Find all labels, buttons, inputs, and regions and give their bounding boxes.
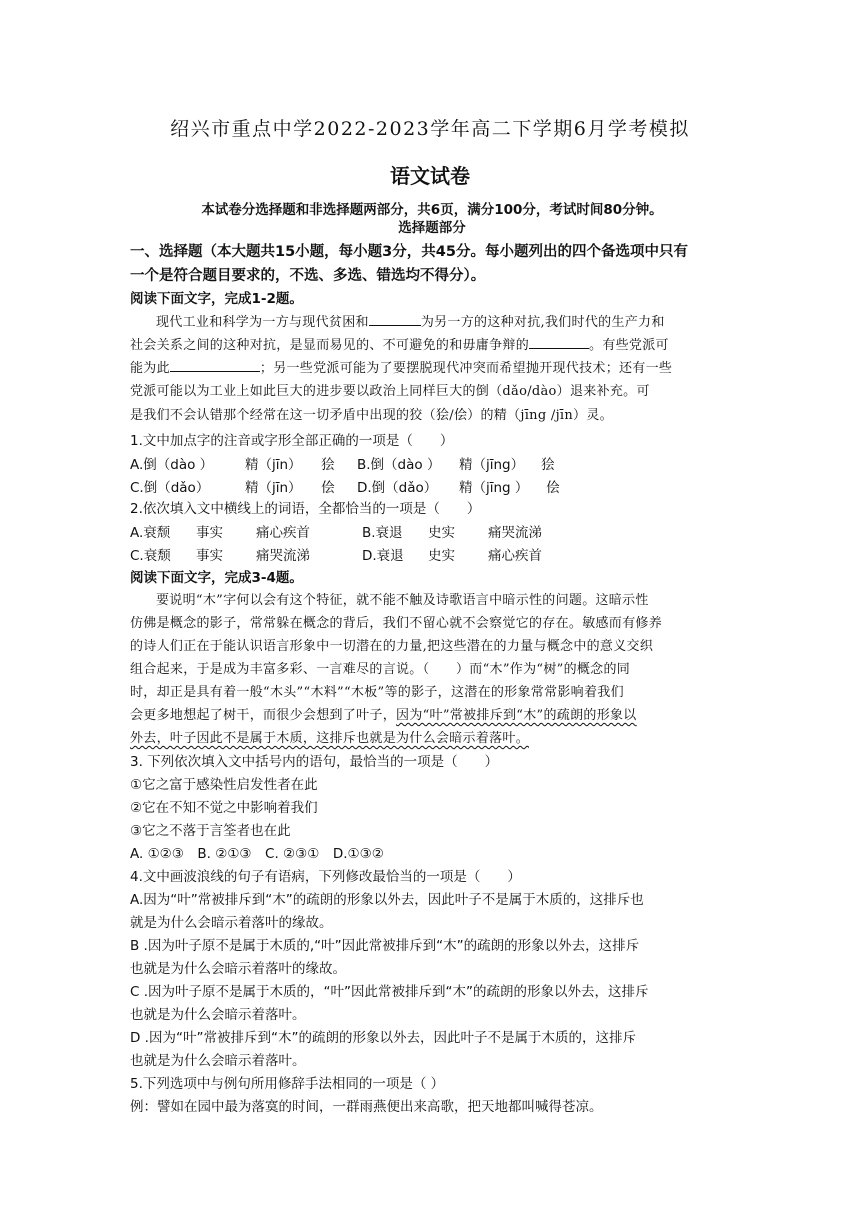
q4-option-d-line-2: 也就是为什么会暗示着落叶。 [130, 1053, 306, 1069]
passage-2-heading: 阅读下面文字，完成3-4题。 [130, 570, 303, 586]
passage-1-line-3-part-b: ；另一些党派可能为了要摆脱现代冲突而希望抛开现代技术；还有一些 [259, 361, 673, 376]
q1-option-c-char: 侩 [321, 480, 335, 496]
exam-title: 绍兴市重点中学2022-2023学年高二下学期6月学考模拟 [170, 118, 690, 140]
passage-1-line-1 [130, 311, 734, 334]
passage-2-line-6-plain: 会更多地想起了树干，而很少会想到了叶子， [130, 708, 397, 723]
q1-option-b-char: 狯 [541, 457, 555, 473]
passage-2-line-2: 仿佛是概念的影子，常常躲在概念的背后，我们不留心就不会察觉它的存在。敏感而有修养 [130, 616, 663, 631]
q4-option-b-line-2: 也就是为什么会暗示着落叶的缘故。 [130, 961, 346, 977]
wavy-underlined-sentence-part-1: 因为“叶”常被排斥到“木”的疏朗的形象以 [396, 708, 637, 723]
exam-note: 本试卷分选择题和非选择题两部分，共6页，满分100分，考试时间80分钟。 [201, 202, 663, 218]
q2-option-b-word-3: 痛哭流涕 [488, 525, 542, 541]
passage-1-line-2-part-b: 。有些党派可 [589, 338, 669, 353]
q4-option-a-line-2: 就是为什么会暗示着落叶的缘故。 [130, 915, 333, 931]
passage-1-line-4: 党派可能以为工业上如此巨大的进步要以政治上同样巨大的倒（dǎo/dào）退来补充。可 [130, 384, 650, 399]
passage-2-line-6 [130, 705, 734, 727]
q3-sentence-2: ②它在不知不觉之中影响着我们 [130, 800, 318, 816]
passage-2-line-3: 的诗人们正在于能认识语言形象中一切潜在的力量,把这些潜在的力量与概念中的意义交织 [130, 639, 654, 654]
q4-option-b-line-1: B .因为叶子原不是属于木质的,“叶”因此常被排斥到“木”的疏朗的形象以外去，这排斥 [130, 938, 640, 954]
q3-sentence-1: ①它之富于感染性启发性者在此 [130, 777, 318, 793]
q2-option-b-word-2: 史实 [428, 525, 455, 541]
q2-stem: 2.依次填入文中横线上的词语，全都恰当的一项是（ ） [130, 501, 481, 517]
q2-option-d-word-3: 痛心疾首 [488, 548, 542, 564]
q2-option-b-word-1: B.衰退 [362, 525, 403, 541]
fill-blank-2 [529, 334, 589, 349]
passage-2-line-1: 要说明“木”字何以会有这个特征，就不能不触及诗歌语言中暗示性的问题。这暗示性 [156, 593, 649, 608]
passage-2-line-4: 组合起来，于是成为丰富多彩、一言难尽的言说。（ ）而“木”作为“树”的概念的同 [130, 662, 631, 677]
passage-1-line-2 [130, 334, 734, 357]
q1-option-d-pinyin-1: D.倒（dǎo） [357, 480, 438, 496]
q4-option-a-line-1: A.因为“叶”常被排斥到“木”的疏朗的形象以外去，因此叶子不是属于木质的，这排斥也 [130, 892, 644, 908]
q3-sentence-3: ③它之不落于言筌者也在此 [130, 823, 291, 839]
q1-stem: 1.文中加点字的注音或字形全部正确的一项是（ ） [130, 433, 454, 449]
passage-1-heading: 阅读下面文字，完成1-2题。 [130, 291, 303, 307]
q1-option-c-pinyin-1: C.倒（dǎo） [130, 480, 210, 496]
q1-option-b-pinyin-2: 精（jīng） [459, 457, 525, 473]
q2-option-c-word-3: 痛哭流涕 [256, 548, 310, 564]
fill-blank-1 [369, 311, 421, 326]
q4-stem: 4.文中画波浪线的句子有语病，下列修改最恰当的一项是（ ） [130, 869, 521, 885]
q2-option-a-word-3: 痛心疾首 [256, 525, 310, 541]
q1-option-a-char: 狯 [321, 457, 335, 473]
q4-option-c-line-1: C .因为叶子原不是属于木质的，“叶”因此常被排斥到“木”的疏朗的形象以外去，这排斥 [130, 984, 649, 1000]
q3-stem: 3. 下列依次填入文中括号内的语句，最恰当的一项是（ ） [130, 754, 499, 770]
q2-option-c-word-1: C.衰颓 [130, 548, 171, 564]
passage-2-line-7 [130, 728, 734, 750]
section-heading-line-2: 一个是符合题目要求的，不选、多选、错选均不得分）。 [130, 268, 486, 284]
q5-stem: 5.下列选项中与例句所用修辞手法相同的一项是（ ） [130, 1076, 445, 1092]
q2-option-d-word-2: 史实 [428, 548, 455, 564]
q3-options: A. ①②③ B. ②①③ C. ②③① D.①③② [130, 846, 384, 862]
q1-option-a-pinyin-1: A.倒（dào ） [130, 457, 214, 473]
passage-1-line-1-part-a: 现代工业和科学为一方与现代贫困和 [156, 315, 369, 330]
passage-1-line-5: 是我们不会认错那个经常在这一切矛盾中出现的狡（狯/侩）的精（jīng /jīn）灵。 [130, 408, 613, 423]
passage-1-line-3-part-a: 能为此 [130, 361, 170, 376]
wavy-underlined-sentence-part-2: 外去，叶子因此不是属于木质，这排斥也就是为什么会暗示着落叶。 [130, 731, 530, 746]
part-label: 选择题部分 [398, 220, 466, 236]
q2-option-d-word-1: D.衰退 [362, 548, 404, 564]
q5-example: 例：譬如在园中最为落寞的时间，一群雨燕便出来高歌，把天地都叫喊得苍凉。 [130, 1099, 603, 1115]
passage-2-line-5: 时，却正是具有着一般“木头”“木料”“木板”等的影子，这潜在的形象常常影响着我们 [130, 685, 624, 700]
q1-option-a-pinyin-2: 精（jīn） [245, 457, 302, 473]
q1-option-d-pinyin-2: 精（jīng ） [459, 480, 529, 496]
passage-1-line-3 [130, 357, 734, 380]
q4-option-d-line-1: D .因为“叶”常被排斥到“木”的疏朗的形象以外去，因此叶子不是属于木质的，这排斥 [130, 1030, 636, 1046]
q2-option-a-word-1: A.衰颓 [130, 525, 171, 541]
q2-option-a-word-2: 事实 [196, 525, 223, 541]
exam-subtitle: 语文试卷 [390, 164, 470, 188]
q2-option-c-word-2: 事实 [196, 548, 223, 564]
q1-option-d-char: 侩 [546, 480, 560, 496]
q4-option-c-line-2: 也就是为什么会暗示着落叶。 [130, 1007, 306, 1023]
passage-1-line-1-part-b: 为另一方的这种对抗,我们时代的生产力和 [420, 315, 665, 330]
fill-blank-3 [170, 357, 260, 372]
q1-option-c-pinyin-2: 精（jīn） [245, 480, 302, 496]
section-heading-line-1: 一、选择题（本大题共15小题，每小题3分，共45分。每小题列出的四个备选项中只有 [130, 244, 688, 260]
q1-option-b-pinyin-1: B.倒（dào ） [357, 457, 441, 473]
passage-1-line-2-part-a: 社会关系之间的这种对抗，是显而易见的、不可避免的和毋庸争辩的 [130, 338, 530, 353]
